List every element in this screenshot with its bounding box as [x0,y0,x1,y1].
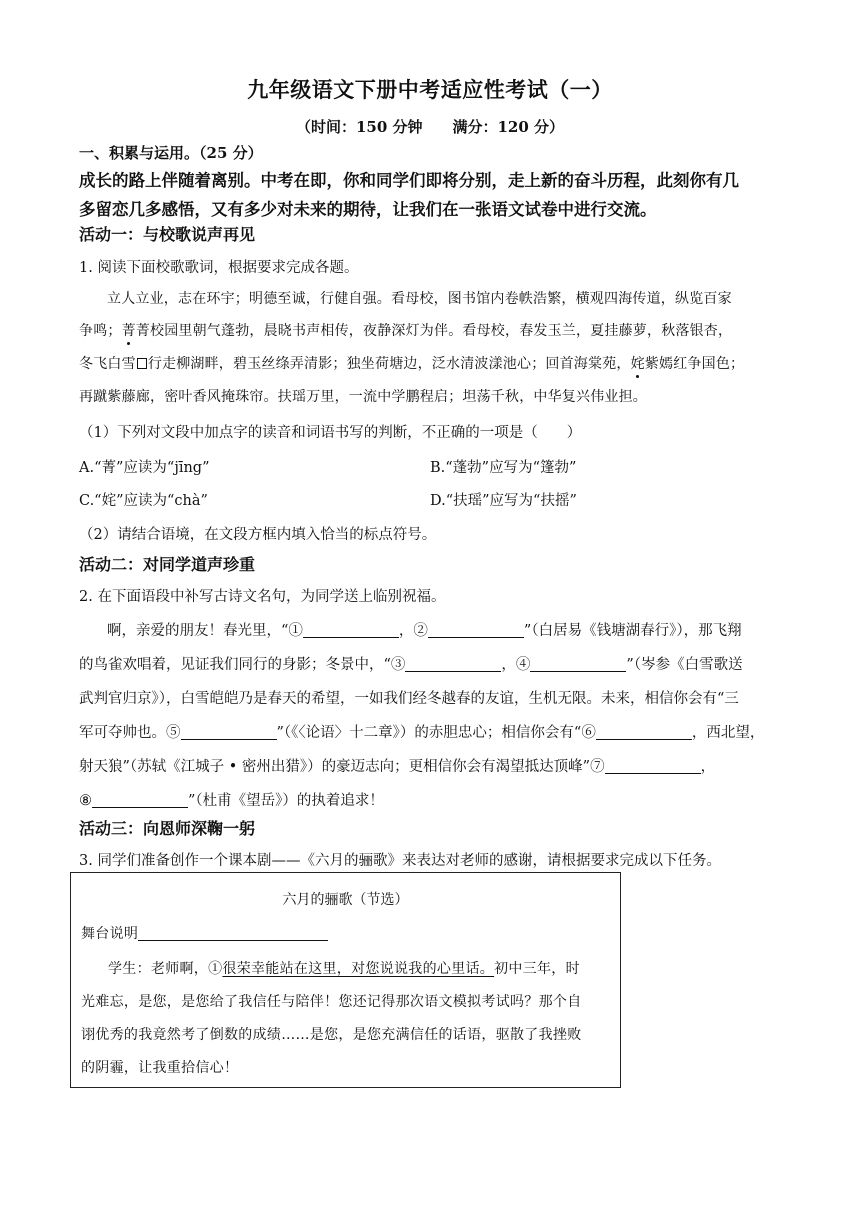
option-d: D.“扶瑶”应写为“扶摇” [430,493,577,509]
passage-line-6: ⑧ ”（杜甫《望岳》）的执着追求！ [79,793,384,809]
exam-time: （时间：150 分钟 [295,118,423,136]
option-c: C.“姹”应读为“chà” [79,493,208,509]
passage-line-4: 军可夺帅也。⑤ ”（《〈论语〉十二章》）的赤胆忠心；相信你会有“⑥ ，西北望， [79,725,765,741]
stage-direction-blank[interactable] [138,925,328,941]
activity-3-heading: 活动三：向恩师深鞠一躬 [79,819,256,838]
page-title: 九年级语文下册中考适应性考试（一） [247,77,613,102]
stage-direction: 舞台说明 [81,923,328,943]
dotted-char: 菁 [121,323,136,339]
question-1-2: （2）请结合语境，在文段方框内填入恰当的标点符号。 [79,527,437,543]
option-a: A.“菁”应读为“jīng” [79,460,210,476]
blank-7[interactable] [605,758,701,774]
intro-line-1: 成长的路上伴随着离别。中考在即，你和同学们即将分别，走上新的奋斗历程，此刻你有几 [79,171,739,190]
punctuation-box[interactable] [137,358,147,369]
question-1-1: （1）下列对文段中加点字的读音和词语书写的判断，不正确的一项是（ ） [79,425,582,441]
script-line-3: 诩优秀的我竟然考了倒数的成绩……是您，是您充满信任的话语，驱散了我挫败 [81,1027,582,1043]
blank-5[interactable] [181,724,277,740]
lyrics-line-3: 冬飞白雪 行走柳湖畔，碧玉丝绦弄清影；独坐荷塘边，泛水清波漾池心；回首海棠苑，姹紫嫣红争国色； [79,356,745,372]
script-line-1: 学生：老师啊，①很荣幸能站在这里，对您说说我的心里话。初中三年，时 [108,961,580,977]
activity-1-heading: 活动一：与校歌说声再见 [79,225,256,244]
question-2: 2. 在下面语段中补写古诗文名句，为同学送上临别祝福。 [79,589,446,605]
intro-line-2: 多留恋几多感悟，又有多少对未来的期待，让我们在一张语文试卷中进行交流。 [79,200,657,219]
question-3: 3. 同学们准备创作一个课本剧——《六月的骊歌》来表达对老师的感谢，请根据要求完成以下任务。 [79,853,721,869]
passage-line-5: 射天狼”（苏轼《江城子 • 密州出猎》）的豪迈志向；更相信你会有渴望抵达顶峰”⑦ ， [79,759,716,775]
passage-line-1: 啊，亲爱的朋友！春光里，“① ，② ”（白居易《钱塘湖春行》），那飞翔 [107,623,742,639]
blank-4[interactable] [530,656,626,672]
exam-info [0,116,860,137]
blank-2[interactable] [428,622,524,638]
underlined-sentence: 很荣幸能站在这里，对您说说我的心里话。 [222,961,495,977]
exam-score: 满分：120 分） [452,118,565,136]
script-box [70,872,621,1088]
script-line-4: 的阴霾，让我重拾信心！ [81,1060,239,1076]
option-b: B.“蓬勃”应写为“篷勃” [430,460,577,476]
lyrics-line-2: 争鸣；菁菁校园里朝气蓬勃，晨晓书声相传，夜静深灯为伴。看母校，春发玉兰，夏挂藤萝，秋落银杏， [79,323,733,339]
dotted-char: 姹 [630,356,645,372]
lyrics-line-1: 立人立业，志在环宇；明德至诚，行健自强。看母校，图书馆内卷帙浩繁，横观四海传道，纵览百家 [107,291,732,307]
question-1: 1. 阅读下面校歌歌词，根据要求完成各题。 [79,260,359,276]
blank-1[interactable] [303,622,399,638]
passage-line-3: 武判官归京》），白雪皑皑乃是春天的希望，一如我们经冬越春的友谊，生机无限。未来，相信你会有“三 [79,691,739,707]
passage-line-2: 的鸟雀欢唱着，见证我们同行的身影；冬景中，“③ ，④ ”（岑参《白雪歌送 [79,657,743,673]
activity-2-heading: 活动二：对同学道声珍重 [79,555,256,574]
section-heading: 一、积累与运用。（25 分） [79,144,263,162]
script-title: 六月的骊歌（节选） [282,892,409,908]
blank-3[interactable] [405,656,501,672]
blank-6[interactable] [596,724,692,740]
lyrics-line-4: 再蹴紫藤廊，密叶香风掩珠帘。扶瑶万里，一流中学鹏程启；坦荡千秋，中华复兴伟业担。 [79,389,647,405]
blank-8[interactable] [92,792,188,808]
script-line-2: 光难忘，是您，是您给了我信任与陪伴！您还记得那次语文模拟考试吗？那个自 [81,994,582,1010]
